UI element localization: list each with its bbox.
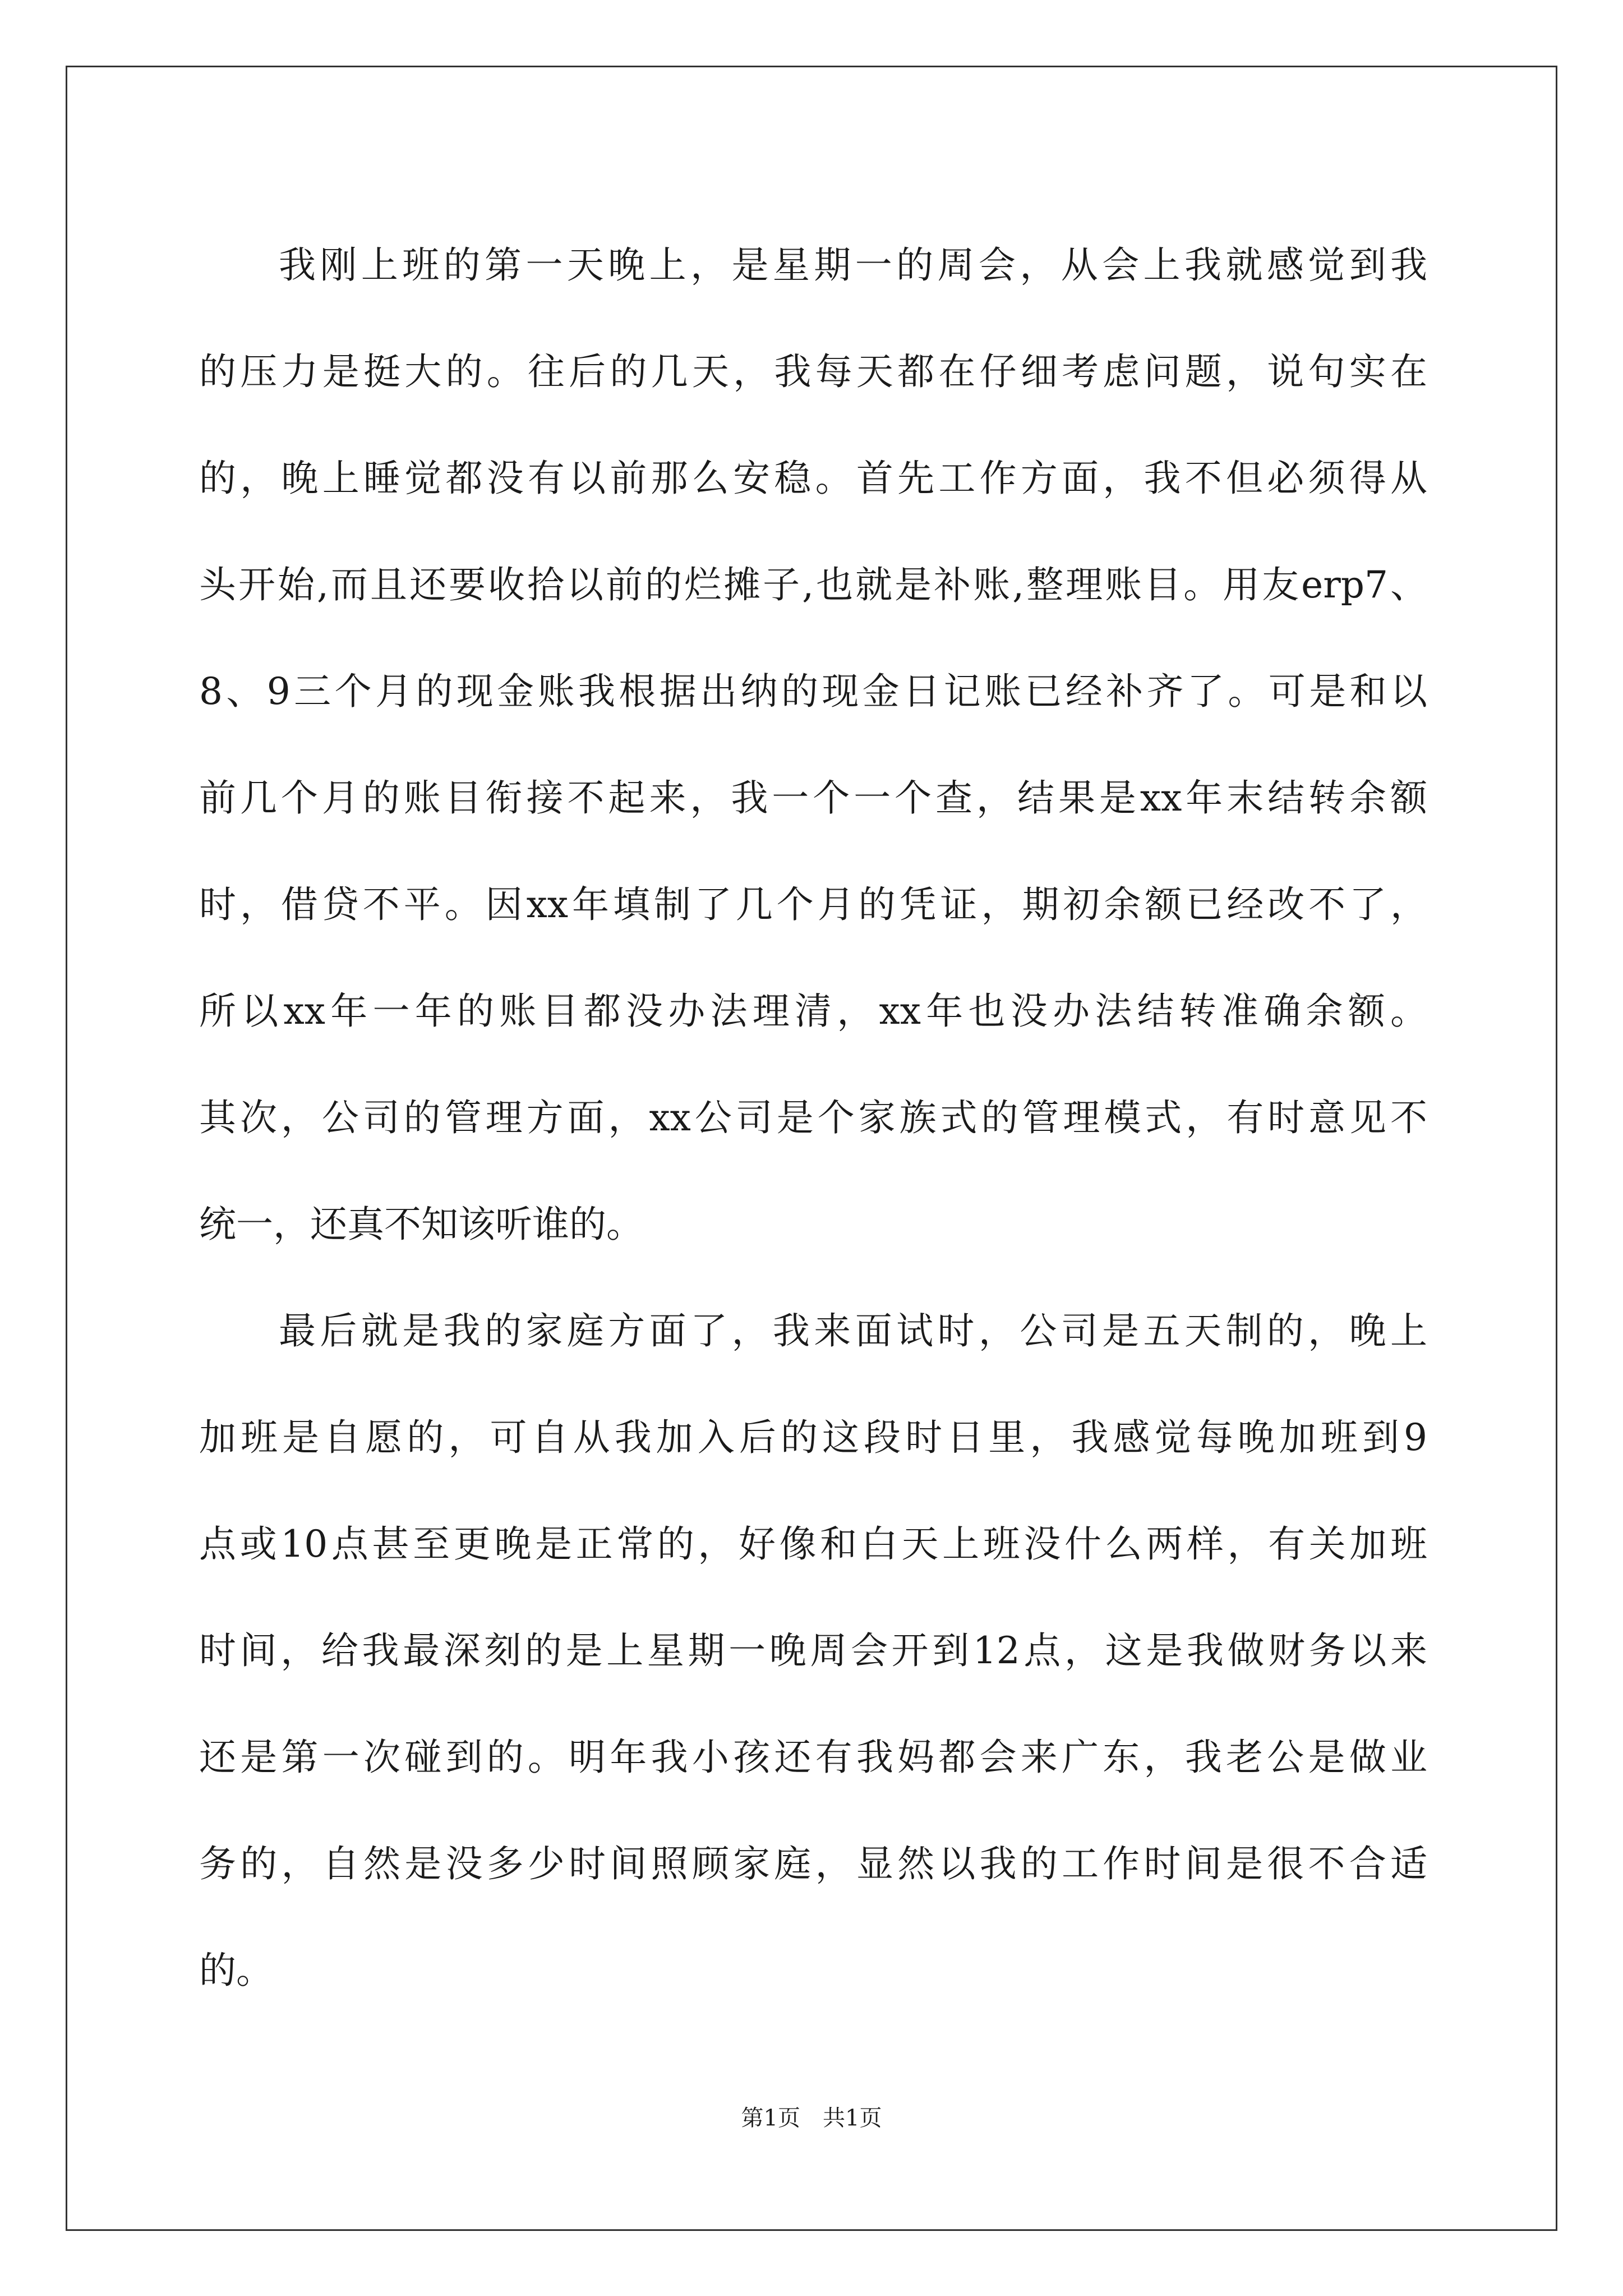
text-line: 我刚上班的第一天晚上，是星期一的周会，从会上我就感觉到我 [279, 243, 1427, 287]
page-number: 第1页 共1页 [741, 2105, 882, 2131]
document-body [199, 212, 1427, 2024]
text-line: 前几个月的账目衔接不起来，我一个一个查，结果是xx年末结转余额 [199, 776, 1427, 820]
text-line: 时间，给我最深刻的是上星期一晚周会开到12点，这是我做财务以来 [199, 1629, 1427, 1672]
text-line: 还是第一次碰到的。明年我小孩还有我妈都会来广东，我老公是做业 [199, 1736, 1427, 1779]
text-line: 务的，自然是没多少时间照顾家庭，显然以我的工作时间是很不合适 [199, 1842, 1427, 1885]
text-line: 时，借贷不平。因xx年填制了几个月的凭证，期初余额已经改不了， [199, 883, 1427, 926]
text-line: 的。 [199, 1949, 273, 1992]
paragraph-1 [199, 212, 1427, 1278]
text-line: 加班是自愿的，可自从我加入后的这段时日里，我感觉每晚加班到9 [199, 1416, 1427, 1459]
text-line: 头开始,而且还要收拾以前的烂摊子,也就是补账,整理账目。用友erp7、 [199, 563, 1427, 606]
text-line: 所以xx年一年的账目都没办法理清，xx年也没办法结转准确余额。 [199, 990, 1427, 1033]
text-line: 统一，还真不知该听谁的。 [199, 1203, 643, 1246]
text-line: 8、9三个月的现金账我根据出纳的现金日记账已经补齐了。可是和以 [199, 670, 1427, 713]
text-line: 的，晚上睡觉都没有以前那么安稳。首先工作方面，我不但必须得从 [199, 457, 1427, 500]
text-line: 其次，公司的管理方面，xx公司是个家族式的管理模式，有时意见不 [199, 1096, 1427, 1139]
text-line: 点或10点甚至更晚是正常的，好像和白天上班没什么两样，有关加班 [199, 1522, 1427, 1566]
text-line: 的压力是挺大的。往后的几天，我每天都在仔细考虑问题，说句实在 [199, 350, 1427, 393]
text-line: 最后就是我的家庭方面了，我来面试时，公司是五天制的，晚上 [279, 1309, 1427, 1352]
page-footer [0, 2101, 1623, 2135]
paragraph-2 [199, 1278, 1427, 2024]
